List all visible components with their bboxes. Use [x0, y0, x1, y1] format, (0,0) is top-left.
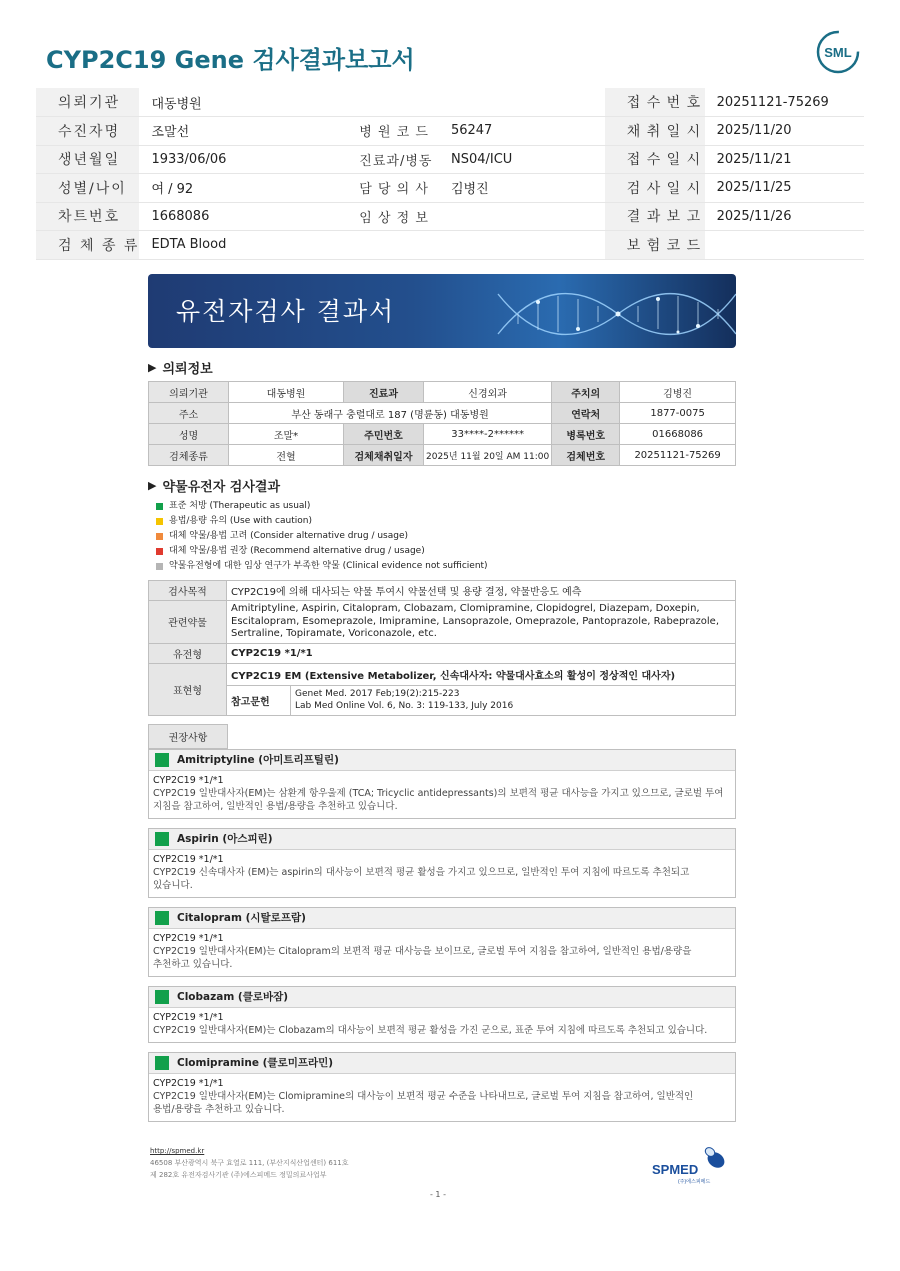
info-label: 의뢰기관	[149, 382, 229, 403]
section-title: 의뢰정보	[162, 362, 213, 377]
legend	[148, 499, 736, 574]
legend-item	[148, 559, 736, 574]
result-label: 관련약물	[149, 601, 227, 644]
banner-title: 유전자검사 결과서	[176, 297, 396, 326]
header-label: 보 험 코 드	[605, 231, 705, 260]
header-label: 진료과/병동	[339, 145, 439, 174]
info-value: 조말*	[229, 424, 344, 445]
drug-text: CYP2C19 일반대사자(EM)는 Clomipramine의 대사능이 보편적 평균 수준을 나타내므로, 글로벌 투여 지침을 참고하여, 일반적인	[153, 1090, 694, 1102]
info-value: 2025년 11월 20일 AM 11:00	[424, 445, 552, 466]
header-value: NS04/ICU	[439, 145, 605, 174]
drug-text: 있습니다.	[153, 879, 193, 891]
legend-swatch-icon	[156, 503, 163, 510]
drug-text: CYP2C19 신속대사자 (EM)는 aspirin의 대사능이 보편적 평균 활성을 가지고 있으므로, 일반적인 투여 지침에 따르도록 추천되고	[153, 866, 690, 878]
header-label: 접 수 번 호	[605, 88, 705, 117]
legend-label: 대체 약물/용법 고려 (Consider alternative drug / usage)	[169, 531, 409, 541]
header-label: 검 사 일 시	[605, 174, 705, 203]
info-label: 연락처	[552, 403, 620, 424]
header-label	[339, 231, 439, 260]
referral-info-table	[148, 381, 736, 466]
info-label: 진료과	[344, 382, 424, 403]
drug-text: 지침을 참고하여, 일반적인 용법/용량을 추천하고 있습니다.	[153, 800, 398, 812]
info-label: 검체번호	[552, 445, 620, 466]
info-label: 검체종류	[149, 445, 229, 466]
legend-label: 대체 약물/용법 권장 (Recommend alternative drug / usage)	[169, 546, 425, 556]
header-label: 검 체 종 류	[36, 231, 139, 260]
header-row	[36, 88, 864, 117]
header-row	[36, 145, 864, 174]
drug-name: Clomipramine (클로미프라민)	[177, 1057, 334, 1069]
reference-item: Lab Med Online Vol. 6, No. 3: 119-133, July 2016	[295, 701, 514, 711]
header-value: 1668086	[139, 202, 339, 231]
drug-recommendation	[148, 749, 736, 819]
info-value: 김병진	[620, 382, 736, 403]
result-label: 검사목적	[149, 581, 227, 601]
genotype-value: CYP2C19 *1/*1	[227, 643, 736, 663]
drug-header	[149, 750, 735, 771]
green-status-icon	[155, 990, 169, 1004]
page-title: CYP2C19 Gene 검사결과보고서	[46, 46, 415, 74]
drug-header	[149, 1053, 735, 1074]
phenotype-value: CYP2C19 EM (Extensive Metabolizer, 신속대사자: 약물대사효소의 활성이 정상적인 대사자)	[227, 664, 735, 686]
drug-genotype: CYP2C19 *1/*1	[153, 1077, 224, 1089]
report-banner	[148, 274, 736, 348]
result-table	[148, 580, 736, 716]
triangle-icon: ▶	[148, 361, 157, 374]
header-value: 2025/11/20	[705, 117, 864, 146]
green-status-icon	[155, 832, 169, 846]
drug-body	[149, 1008, 735, 1042]
result-value: CYP2C19에 의해 대사되는 약물 투여시 약물선택 및 용량 결정, 약물반응도 예측	[227, 581, 736, 601]
header-value	[439, 231, 605, 260]
drug-name: Aspirin (아스피린)	[177, 833, 273, 845]
header-value: 20251121-75269	[705, 88, 864, 117]
result-label: 표현형	[149, 663, 227, 715]
legend-label: 표준 처방 (Therapeutic as usual)	[169, 501, 311, 511]
header-label: 성별/나이	[36, 174, 139, 203]
info-label: 병록번호	[552, 424, 620, 445]
header-value	[705, 231, 864, 260]
section-referral-info	[148, 358, 736, 377]
svg-text:SML: SML	[824, 45, 852, 60]
header-label: 생년월일	[36, 145, 139, 174]
header-value: 조말선	[139, 117, 339, 146]
drug-name: Amitriptyline (아미트리프틸린)	[177, 754, 339, 766]
info-value: 20251121-75269	[620, 445, 736, 466]
legend-swatch-icon	[156, 533, 163, 540]
drug-text: 추천하고 있습니다.	[153, 958, 233, 970]
legend-label: 약물유전형에 대한 임상 연구가 부족한 약물 (Clinical evidence not sufficient)	[169, 561, 488, 571]
footer	[150, 1145, 349, 1181]
info-label: 성명	[149, 424, 229, 445]
spmed-brand-sub: (주)에스피메드	[678, 1179, 711, 1185]
header-value	[439, 88, 605, 117]
header-label: 의뢰기관	[36, 88, 139, 117]
info-label: 검체채취일자	[344, 445, 424, 466]
drug-name: Clobazam (클로바잠)	[177, 991, 289, 1003]
result-label: 유전형	[149, 643, 227, 663]
header-value: 2025/11/25	[705, 174, 864, 203]
drug-genotype: CYP2C19 *1/*1	[153, 774, 224, 786]
report-document	[148, 274, 736, 1122]
header-row	[36, 202, 864, 231]
info-value: 부산 동래구 충렬대로 187 (명륜동) 대동병원	[229, 403, 552, 424]
drug-recommendation	[148, 1052, 736, 1122]
triangle-icon: ▶	[148, 479, 157, 492]
drug-text: CYP2C19 일반대사자(EM)는 삼환계 항우울제 (TCA; Tricyclic antidepressants)의 보편적 평균 대사능을 가지고 있으므로, 글로벌 투여	[153, 787, 724, 799]
drug-text: CYP2C19 일반대사자(EM)는 Clobazam의 대사능이 보편적 평균 활성을 가진 군으로, 표준 투여 지침에 따르도록 추천되고 있습니다.	[153, 1024, 708, 1036]
header-label: 수진자명	[36, 117, 139, 146]
header-value: 1933/06/06	[139, 145, 339, 174]
info-label: 주치의	[552, 382, 620, 403]
header-value: EDTA Blood	[139, 231, 339, 260]
header-value: 대동병원	[139, 88, 339, 117]
info-value: 33****-2******	[424, 424, 552, 445]
drug-header	[149, 829, 735, 850]
legend-item	[148, 514, 736, 529]
patient-header-table	[36, 88, 864, 260]
legend-item	[148, 529, 736, 544]
recommendation-list	[148, 749, 736, 1122]
header-label: 차트번호	[36, 202, 139, 231]
header-value	[439, 202, 605, 231]
drug-recommendation	[148, 828, 736, 898]
header-value: 56247	[439, 117, 605, 146]
drug-recommendation	[148, 986, 736, 1043]
info-value: 1877-0075	[620, 403, 736, 424]
footer-registration: 제 282호 유전자검사기관 (주)에스피메드 정밀의료사업부	[150, 1171, 327, 1179]
spmed-brand: SPMED	[652, 1162, 699, 1177]
drug-body	[149, 850, 735, 897]
drug-body	[149, 929, 735, 976]
header-value: 여 / 92	[139, 174, 339, 203]
header-label: 결 과 보 고	[605, 202, 705, 231]
drug-genotype: CYP2C19 *1/*1	[153, 932, 224, 944]
header-label: 접 수 일 시	[605, 145, 705, 174]
legend-swatch-icon	[156, 518, 163, 525]
drug-text: CYP2C19 일반대사자(EM)는 Citalopram의 보편적 평균 대사능을 보이므로, 글로벌 투여 지침을 참고하여, 일반적인 용법/용량을	[153, 945, 692, 957]
drug-genotype: CYP2C19 *1/*1	[153, 1011, 224, 1023]
info-value: 01668086	[620, 424, 736, 445]
header-value: 김병진	[439, 174, 605, 203]
info-value: 전혈	[229, 445, 344, 466]
legend-label: 용법/용량 유의 (Use with caution)	[169, 516, 312, 526]
header-label: 담 당 의 사	[339, 174, 439, 203]
footer-url-link[interactable]: http://spmed.kr	[150, 1147, 205, 1155]
reference-item: Genet Med. 2017 Feb;19(2):215-223	[295, 688, 460, 699]
header-row	[36, 117, 864, 146]
header-label: 병 원 코 드	[339, 117, 439, 146]
recommendation-tab: 권장사항	[148, 724, 228, 749]
info-label: 주민번호	[344, 424, 424, 445]
header-label: 임 상 정 보	[339, 202, 439, 231]
info-value: 신경외과	[424, 382, 552, 403]
drug-body	[149, 1074, 735, 1121]
drug-genotype: CYP2C19 *1/*1	[153, 853, 224, 865]
section-title: 약물유전자 검사결과	[162, 480, 281, 495]
info-value: 대동병원	[229, 382, 344, 403]
header-row	[36, 174, 864, 203]
legend-swatch-icon	[156, 548, 163, 555]
header-label: 채 취 일 시	[605, 117, 705, 146]
header-value: 2025/11/21	[705, 145, 864, 174]
green-status-icon	[155, 1056, 169, 1070]
info-label: 주소	[149, 403, 229, 424]
drug-name: Citalopram (시탈로프람)	[177, 912, 306, 924]
drug-header	[149, 908, 735, 929]
drug-text: 용법/용량을 추천하고 있습니다.	[153, 1103, 285, 1115]
header-row	[36, 231, 864, 260]
drug-recommendation	[148, 907, 736, 977]
drug-header	[149, 987, 735, 1008]
reference-label: 참고문헌	[227, 686, 291, 715]
header-value: 2025/11/26	[705, 202, 864, 231]
legend-item	[148, 544, 736, 559]
result-value: Amitriptyline, Aspirin, Citalopram, Clobazam, Clomipramine, Clopidogrel, Diazepam, Doxepin, Escitalopram, Esomeprazole, Imipramine, Lansoprazole, Omeprazole, Pantoprazole, Rabeprazole, Sertraline, Topiramate, Voriconazole, etc.	[227, 601, 736, 644]
legend-swatch-icon	[156, 563, 163, 570]
green-status-icon	[155, 753, 169, 767]
page-number: - 1 -	[430, 1190, 446, 1199]
legend-item	[148, 499, 736, 514]
sml-logo	[816, 30, 860, 74]
green-status-icon	[155, 911, 169, 925]
section-pgx-result	[148, 476, 736, 495]
dna-icon	[478, 274, 736, 348]
header-label	[339, 88, 439, 117]
spmed-logo	[650, 1142, 730, 1186]
drug-body	[149, 771, 735, 818]
footer-address: 46508 부산광역시 북구 효열로 111, (부산지식산업센터) 611호	[150, 1159, 349, 1167]
